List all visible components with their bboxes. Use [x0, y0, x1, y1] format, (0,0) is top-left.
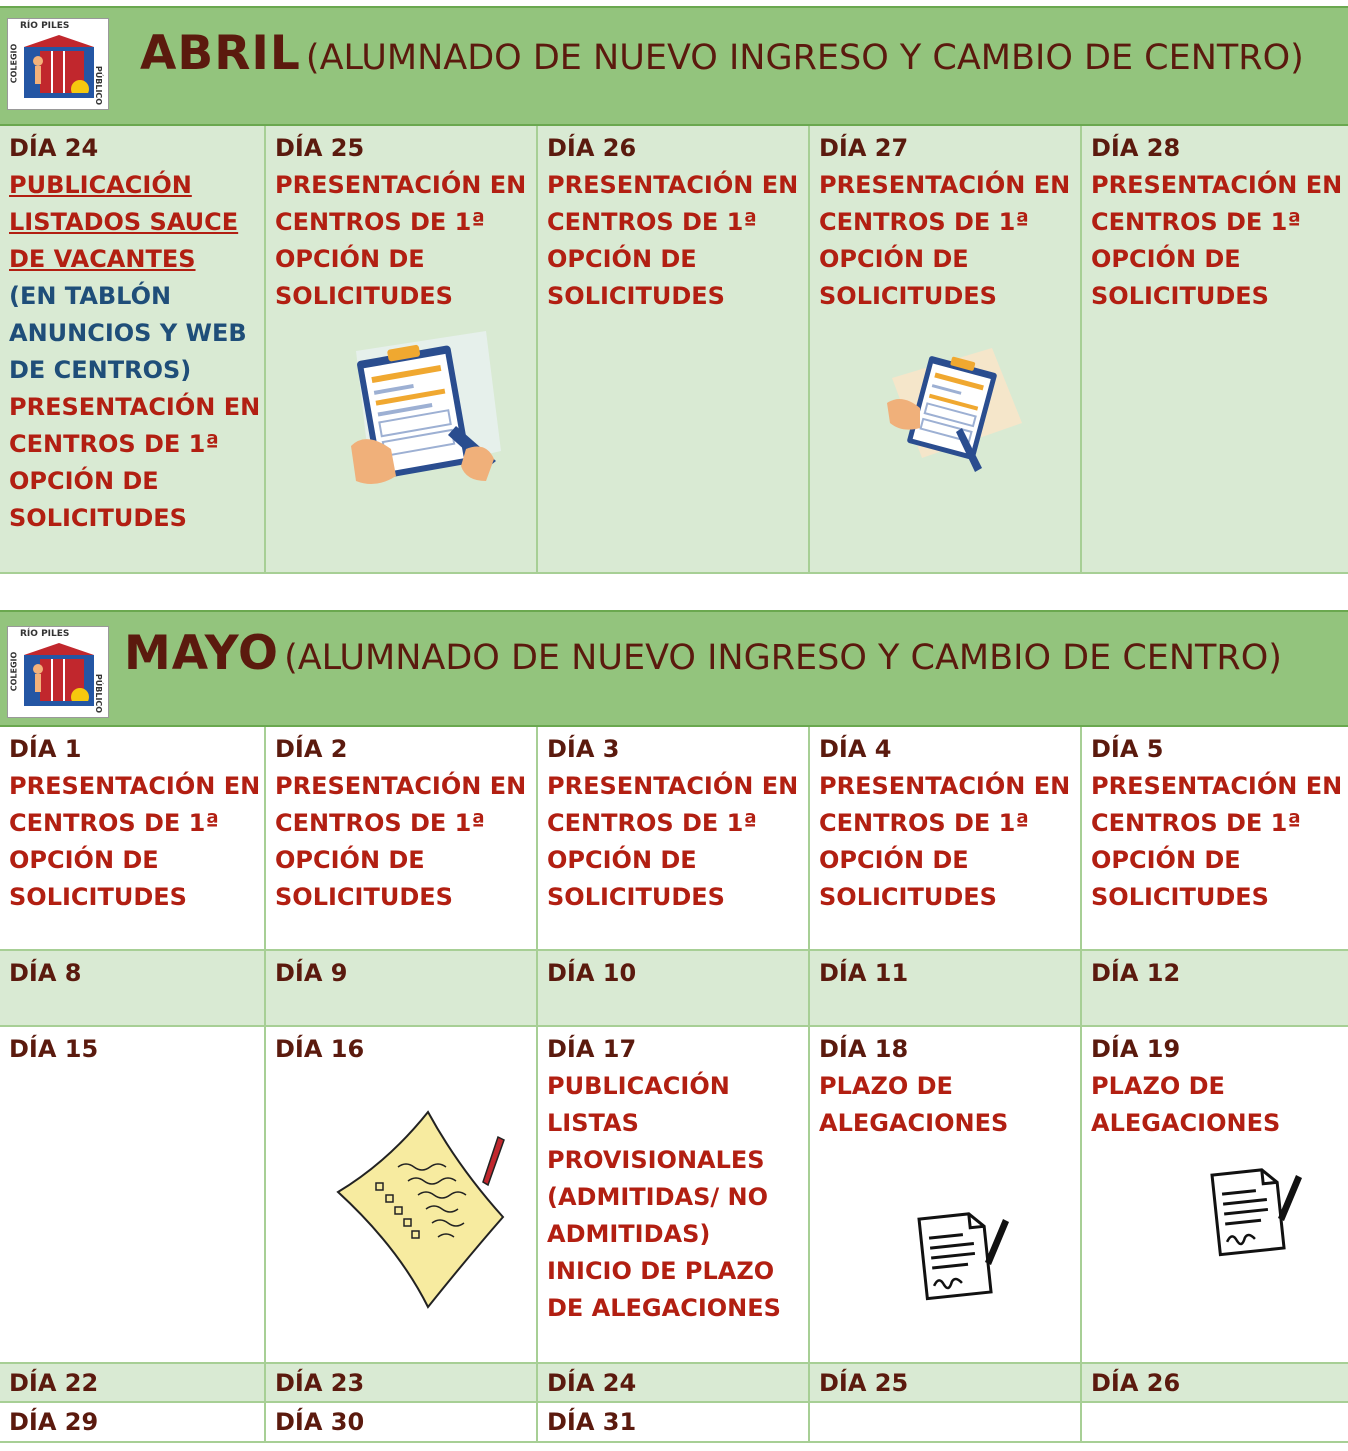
- event-line: OPCIÓN DE: [9, 467, 159, 495]
- event-line: CENTROS DE 1ª: [547, 208, 757, 236]
- logo-left-text: COLEGIO: [9, 43, 19, 84]
- event-line: PUBLICACIÓN: [9, 171, 192, 199]
- day-label: DÍA 31: [547, 1408, 637, 1436]
- day-cell: [0, 1403, 266, 1441]
- day-cell: [0, 951, 266, 1025]
- mayo-week3-row: [0, 1027, 1348, 1364]
- day-cell: [538, 1403, 810, 1441]
- day-label: DÍA 28: [1091, 134, 1181, 162]
- day-cell: [1082, 126, 1348, 572]
- day-label: DÍA 26: [547, 134, 637, 162]
- day-cell: [266, 727, 538, 949]
- day-cell: [538, 1027, 810, 1362]
- mayo-month: MAYO: [124, 626, 279, 681]
- event-line: ALEGACIONES: [819, 1109, 1009, 1137]
- abril-week-row: [0, 126, 1348, 574]
- day-label: DÍA 11: [819, 959, 909, 987]
- event-line: CENTROS DE 1ª: [1091, 809, 1301, 837]
- logo-left-text: COLEGIO: [9, 651, 19, 692]
- day-label: DÍA 29: [9, 1408, 99, 1436]
- day-label: DÍA 17: [547, 1035, 637, 1063]
- event-line: CENTROS DE 1ª: [547, 809, 757, 837]
- mayo-title: [124, 626, 1282, 681]
- event-line: PRESENTACIÓN EN: [819, 171, 1071, 199]
- event-note-line: DE CENTROS): [9, 356, 192, 384]
- day-label: DÍA 24: [9, 134, 99, 162]
- event-line: PRESENTACIÓN EN: [275, 772, 527, 800]
- day-cell: [538, 1364, 810, 1401]
- day-label: DÍA 18: [819, 1035, 909, 1063]
- day-cell: [1082, 951, 1348, 1025]
- logo-right-text: PÚBLICO: [93, 65, 103, 106]
- event-line: SOLICITUDES: [1091, 883, 1269, 911]
- day-cell: [810, 951, 1082, 1025]
- event-line: SOLICITUDES: [819, 282, 997, 310]
- day-cell: [810, 727, 1082, 949]
- day-label: DÍA 30: [275, 1408, 365, 1436]
- abril-header: [0, 6, 1348, 126]
- school-building-icon: [20, 641, 96, 715]
- day-cell: [810, 1403, 1082, 1441]
- event-line: CENTROS DE 1ª: [275, 809, 485, 837]
- day-cell: [266, 126, 538, 572]
- event-line: OPCIÓN DE: [1091, 846, 1241, 874]
- event-line: LISTADOS SAUCE: [9, 208, 239, 236]
- event-line: PRESENTACIÓN EN: [9, 393, 261, 421]
- event-line: CENTROS DE 1ª: [819, 809, 1029, 837]
- day-cell: [0, 1364, 266, 1401]
- day-label: DÍA 27: [819, 134, 909, 162]
- day-cell: [1082, 1027, 1348, 1362]
- day-label: DÍA 22: [9, 1369, 99, 1397]
- event-line: PUBLICACIÓN: [547, 1072, 730, 1100]
- event-note-line: (EN TABLÓN: [9, 282, 172, 310]
- event-line: PRESENTACIÓN EN: [819, 772, 1071, 800]
- event-line: PRESENTACIÓN EN: [1091, 772, 1343, 800]
- abril-month: ABRIL: [140, 26, 301, 81]
- day-label: DÍA 3: [547, 735, 620, 763]
- signed-document-icon: [1208, 1163, 1303, 1258]
- event-line: OPCIÓN DE: [1091, 245, 1241, 273]
- event-line: CENTROS DE 1ª: [819, 208, 1029, 236]
- day-cell: [1082, 1403, 1348, 1441]
- event-line: DE VACANTES: [9, 245, 196, 273]
- day-label: DÍA 2: [275, 735, 348, 763]
- event-line: CENTROS DE 1ª: [1091, 208, 1301, 236]
- day-cell: [810, 1364, 1082, 1401]
- day-label: DÍA 26: [1091, 1369, 1181, 1397]
- clipboard-form-icon: [882, 348, 1022, 473]
- event-line: ADMITIDAS): [547, 1220, 711, 1248]
- day-cell: [0, 1027, 266, 1362]
- day-label: DÍA 25: [275, 134, 365, 162]
- day-label: DÍA 4: [819, 735, 892, 763]
- clipboard-form-icon: [336, 331, 506, 496]
- day-cell: [0, 727, 266, 949]
- day-cell: [810, 126, 1082, 572]
- day-label: DÍA 25: [819, 1369, 909, 1397]
- checklist-paper-icon: [328, 1107, 508, 1312]
- abril-title: [140, 26, 1304, 81]
- event-line: INICIO DE PLAZO: [547, 1257, 775, 1285]
- event-line: SOLICITUDES: [1091, 282, 1269, 310]
- event-line: CENTROS DE 1ª: [275, 208, 485, 236]
- day-label: DÍA 5: [1091, 735, 1164, 763]
- event-line: OPCIÓN DE: [275, 846, 425, 874]
- event-line: SOLICITUDES: [547, 883, 725, 911]
- event-line: SOLICITUDES: [275, 282, 453, 310]
- abril-subtitle: (ALUMNADO DE NUEVO INGRESO Y CAMBIO DE CENTRO): [305, 38, 1304, 78]
- school-logo: [7, 18, 109, 110]
- day-cell: [1082, 727, 1348, 949]
- event-line: SOLICITUDES: [547, 282, 725, 310]
- mayo-week2-row: [0, 951, 1348, 1027]
- day-label: DÍA 16: [275, 1035, 365, 1063]
- mayo-week4-row: [0, 1364, 1348, 1403]
- event-line: PROVISIONALES: [547, 1146, 765, 1174]
- event-line: SOLICITUDES: [819, 883, 997, 911]
- day-label: DÍA 1: [9, 735, 82, 763]
- mayo-week1-row: [0, 727, 1348, 951]
- event-line: SOLICITUDES: [9, 504, 187, 532]
- event-line: OPCIÓN DE: [547, 245, 697, 273]
- event-line: OPCIÓN DE: [275, 245, 425, 273]
- event-line: CENTROS DE 1ª: [9, 430, 219, 458]
- day-cell: [538, 727, 810, 949]
- day-label: DÍA 9: [275, 959, 348, 987]
- logo-right-text: PÚBLICO: [93, 673, 103, 714]
- day-cell: [538, 951, 810, 1025]
- event-line: PLAZO DE: [819, 1072, 953, 1100]
- logo-top-text: RÍO PILES: [20, 629, 70, 639]
- day-cell: [810, 1027, 1082, 1362]
- day-cell: [266, 1403, 538, 1441]
- day-label: DÍA 19: [1091, 1035, 1181, 1063]
- day-cell: [266, 1364, 538, 1401]
- mayo-header: [0, 610, 1348, 727]
- mayo-subtitle: (ALUMNADO DE NUEVO INGRESO Y CAMBIO DE CENTRO): [284, 638, 1282, 678]
- event-line: PRESENTACIÓN EN: [547, 171, 799, 199]
- event-line: OPCIÓN DE: [819, 245, 969, 273]
- day-cell: [538, 126, 810, 572]
- event-line: OPCIÓN DE: [9, 846, 159, 874]
- event-line: PRESENTACIÓN EN: [275, 171, 527, 199]
- event-line: PRESENTACIÓN EN: [1091, 171, 1343, 199]
- event-line: OPCIÓN DE: [547, 846, 697, 874]
- event-line: OPCIÓN DE: [819, 846, 969, 874]
- day-cell: [0, 126, 266, 572]
- school-building-icon: [20, 33, 96, 107]
- event-line: ALEGACIONES: [1091, 1109, 1281, 1137]
- event-line: SOLICITUDES: [9, 883, 187, 911]
- event-line: PRESENTACIÓN EN: [547, 772, 799, 800]
- event-line: CENTROS DE 1ª: [9, 809, 219, 837]
- event-note-line: ANUNCIOS Y WEB: [9, 319, 247, 347]
- day-label: DÍA 24: [547, 1369, 637, 1397]
- day-label: DÍA 23: [275, 1369, 365, 1397]
- event-line: DE ALEGACIONES: [547, 1294, 781, 1322]
- event-line: LISTAS: [547, 1109, 639, 1137]
- day-label: DÍA 8: [9, 959, 82, 987]
- event-line: (ADMITIDAS/ NO: [547, 1183, 768, 1211]
- mayo-week5-row: [0, 1403, 1348, 1443]
- day-cell: [266, 951, 538, 1025]
- day-cell: [266, 1027, 538, 1362]
- logo-top-text: RÍO PILES: [20, 21, 70, 31]
- day-label: DÍA 15: [9, 1035, 99, 1063]
- event-line: PLAZO DE: [1091, 1072, 1225, 1100]
- day-label: DÍA 10: [547, 959, 637, 987]
- day-cell: [1082, 1364, 1348, 1401]
- event-line: SOLICITUDES: [275, 883, 453, 911]
- event-line: PRESENTACIÓN EN: [9, 772, 261, 800]
- signed-document-icon: [915, 1207, 1010, 1302]
- school-logo: [7, 626, 109, 718]
- day-label: DÍA 12: [1091, 959, 1181, 987]
